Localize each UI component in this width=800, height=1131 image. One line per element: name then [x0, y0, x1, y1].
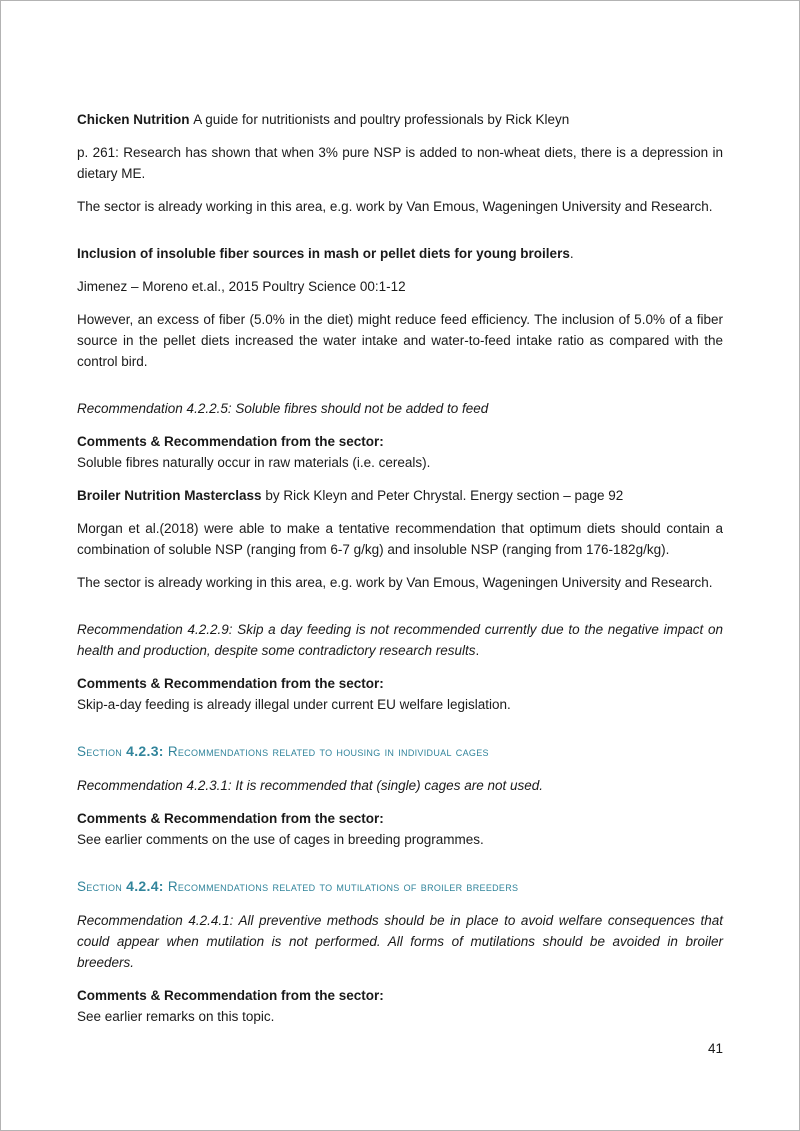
text-run: Broiler Nutrition Masterclass: [77, 488, 262, 503]
text-run: However, an excess of fiber (5.0% in the diet) might reduce feed efficiency. The inclusion of 5.0% of a fiber source in the pellet diets increased the water intake and water-to-feed intake ratio as compared with the control bird.: [77, 312, 723, 369]
text-run: by Rick Kleyn and Peter Chrystal. Energy section – page 92: [261, 488, 624, 503]
text-run: Recommendations related to housing in individual cages: [163, 744, 489, 759]
text-run: See earlier comments on the use of cages in breeding programmes.: [77, 832, 484, 847]
text-run: Skip-a-day feeding is already illegal under current EU welfare legislation.: [77, 697, 511, 712]
paragraph: [77, 431, 723, 473]
text-run: Soluble fibres naturally occur in raw materials (i.e. cereals).: [77, 455, 431, 470]
paragraph: [77, 518, 723, 560]
paragraph: [77, 485, 723, 506]
paragraph: [77, 808, 723, 850]
text-run: Recommendation 4.2.3.1: It is recommended that (single) cages are not used.: [77, 778, 544, 793]
paragraph: [77, 243, 723, 264]
text-run: Section: [77, 879, 127, 894]
text-run: Comments & Recommendation from the sector:: [77, 988, 384, 1003]
paragraph: [77, 985, 723, 1027]
text-run: Recommendation 4.2.4.1: All preventive methods should be in place to avoid welfare consequences that could appear when mutilation is not performed. All forms of mutilations should be avoided in broiler breeders.: [77, 913, 723, 970]
section-heading: [77, 741, 723, 762]
section-heading: [77, 876, 723, 897]
paragraph: [77, 619, 723, 661]
text-run: Chicken Nutrition: [77, 112, 194, 127]
paragraph: [77, 309, 723, 372]
text-run: 4.2.4:: [126, 878, 164, 894]
text-run: Recommendation 4.2.2.9: Skip a day feeding is not recommended currently due to the negative impact on health and production, despite some contradictory research results: [77, 622, 723, 658]
paragraph: [77, 673, 723, 715]
text-run: Comments & Recommendation from the sector:: [77, 434, 384, 449]
text-run: Recommendations related to mutilations of broiler breeders: [163, 879, 519, 894]
text-run: The sector is already working in this area, e.g. work by Van Emous, Wageningen University and Research.: [77, 575, 713, 590]
paragraph: [77, 775, 723, 796]
text-run: .: [475, 643, 480, 658]
paragraph: [77, 572, 723, 593]
text-run: Morgan et al.(2018) were able to make a tentative recommendation that optimum diets should contain a combination of soluble NSP (ranging from 6-7 g/kg) and insoluble NSP (ranging from 176-182g/kg).: [77, 521, 723, 557]
text-run: Recommendation 4.2.2.5: Soluble fibres should not be added to feed: [77, 401, 489, 416]
text-run: Comments & Recommendation from the sector:: [77, 676, 384, 691]
paragraph: [77, 109, 723, 130]
paragraph: [77, 276, 723, 297]
text-run: The sector is already working in this area, e.g. work by Van Emous, Wageningen University and Research.: [77, 199, 713, 214]
text-run: Section: [77, 744, 127, 759]
paragraph: [77, 398, 723, 419]
text-run: Jimenez – Moreno et.al., 2015 Poultry Science 00:1-12: [77, 279, 406, 294]
text-run: A guide for nutritionists and poultry professionals by Rick Kleyn: [193, 112, 570, 127]
paragraph: [77, 196, 723, 217]
text-run: See earlier remarks on this topic.: [77, 1009, 275, 1024]
document-content: [77, 109, 723, 1039]
paragraph: [77, 142, 723, 184]
page-number: 41: [707, 1041, 723, 1056]
paragraph: [77, 910, 723, 973]
text-run: p. 261: Research has shown that when 3% pure NSP is added to non-wheat diets, there is a depression in dietary ME.: [77, 145, 723, 181]
text-run: Inclusion of insoluble fiber sources in mash or pellet diets for young broilers: [77, 246, 570, 261]
text-run: .: [569, 246, 574, 261]
text-run: 4.2.3:: [126, 743, 164, 759]
text-run: Comments & Recommendation from the sector:: [77, 811, 384, 826]
